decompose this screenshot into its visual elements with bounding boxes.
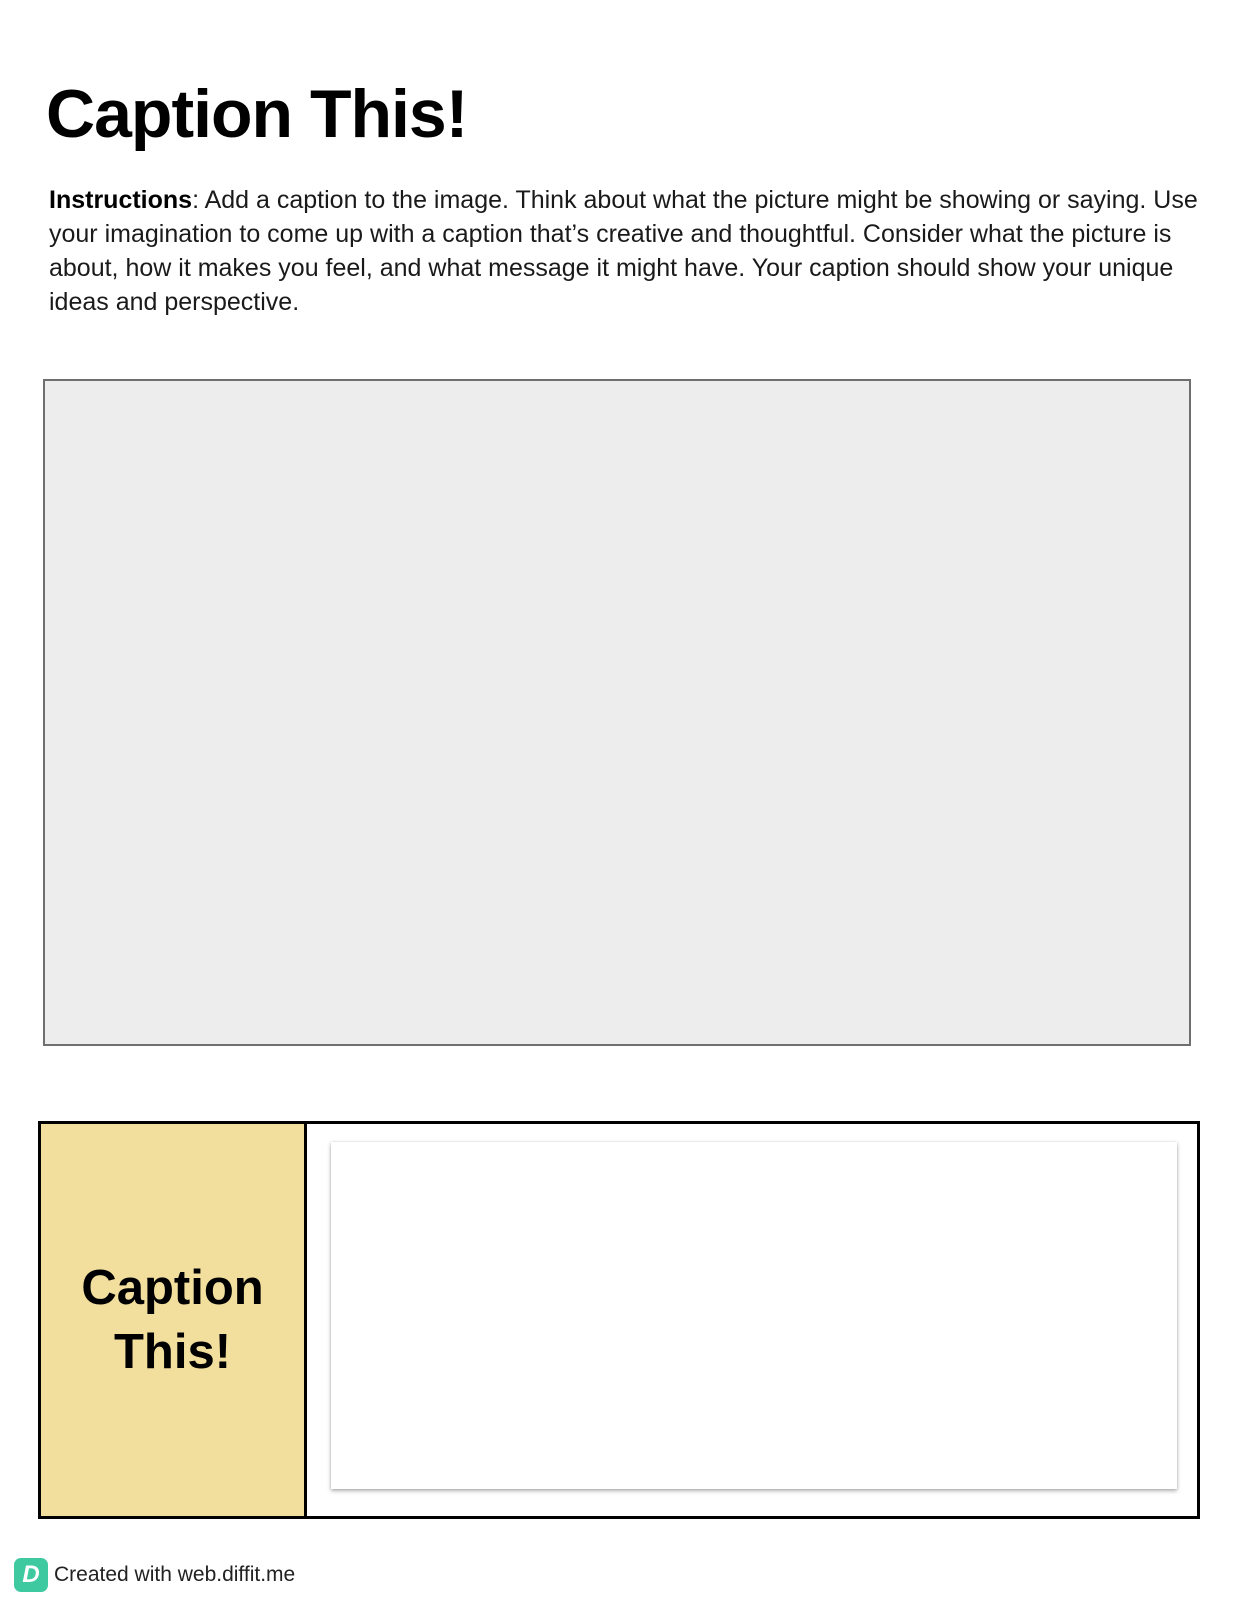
caption-answer-box[interactable] <box>331 1142 1177 1489</box>
image-placeholder <box>43 379 1191 1046</box>
page-title: Caption This! <box>46 76 468 152</box>
footer <box>14 1558 295 1592</box>
caption-answer-cell <box>307 1124 1197 1516</box>
diffit-logo-icon: D <box>14 1558 48 1592</box>
instructions-text: : Add a caption to the image. Think about what the picture might be showing or saying. Use your imagination to come up with a caption that’s creative and thoughtful. Consider what the picture is about, how it makes you feel, and what message it might have. Your caption should show your unique ideas and perspective. <box>49 186 1198 316</box>
instructions-paragraph <box>49 183 1199 319</box>
footer-text: Created with web.diffit.me <box>54 1563 296 1586</box>
caption-label-cell <box>41 1124 307 1516</box>
caption-label: Caption This! <box>81 1261 264 1379</box>
caption-table <box>38 1121 1200 1519</box>
instructions-label: Instructions <box>49 186 193 214</box>
